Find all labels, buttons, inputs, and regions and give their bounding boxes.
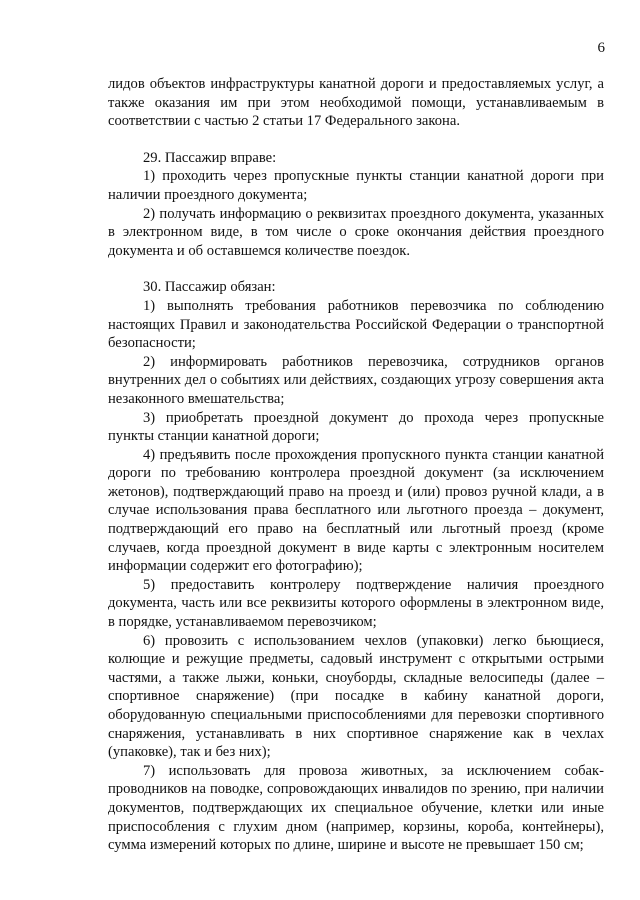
clause-30-item-6: 6) провозить с использованием чехлов (упаковки) легко бьющиеся, колющие и режущие предметы, садовый инструмент с открытыми острыми частями, а также лыжи, коньки, сноуборды, складные велосипеды (далее – спортивное снаряжение) (при посадке в кабину канатной дороги, оборудованную специальными приспособлениями для перевозки спортивного снаряжения, устанавливать в них спортивное снаряжение как в чехлах (упаковке), так и без них); xyxy=(108,632,604,761)
clause-30-item-5: 5) предоставить контролеру подтверждение наличия проездного документа, часть или все реквизиты которого оформлены в электронном виде, в порядке, устанавливаемом перевозчиком; xyxy=(108,576,604,631)
clause-30-item-3: 3) приобретать проездной документ до прохода через пропускные пункты станции канатной дороги; xyxy=(108,409,604,445)
clause-29-item-1: 1) проходить через пропускные пункты станции канатной дороги при наличии проездного документа; xyxy=(108,168,604,203)
document-body xyxy=(108,75,604,855)
clause-30-item-1: 1) выполнять требования работников перевозчика по соблюдению настоящих Правил и законодательства Российской Федерации о транспортной безопасности; xyxy=(108,297,604,352)
clause-30-heading: 30. Пассажир обязан: xyxy=(143,279,276,296)
clause-30-item-2: 2) информировать работников перевозчика, сотрудников органов внутренних дел о событиях или действиях, создающих угрозу совершения акта незаконного вмешательства; xyxy=(108,353,604,407)
paragraph-continuation: лидов объектов инфраструктуры канатной дороги и предоставляемых услуг, а также оказания им при этом необходимой помощи, устанавливаемым в соответствии с частью 2 статьи 17 Федерального закона. xyxy=(108,76,604,130)
clause-30-item-4: 4) предъявить после прохождения пропускного пункта станции канатной дороги по требованию контролера проездной документ (за исключением жетонов), подтверждающий право на проезд и (или) провоз ручной клади, а в случае использования права бесплатного или льготного проезда – документ, подтверждающий его право на бесплатный или льготный проезд (кроме случаев, когда проездной документ в виде карты с электронным носителем информации содержит его фотографию); xyxy=(108,446,604,575)
page-number: 6 xyxy=(597,40,605,56)
clause-30-item-7: 7) использовать для провоза животных, за исключением собак-проводников на поводке, сопровождающих инвалидов по зрению, при наличии документов, подтверждающих их специальное обучение, клетки или иные приспособления с глухим дном (например, корзины, короба, контейнеры), сумма измерений которых по длине, ширине и высоте не превышает 150 см; xyxy=(108,762,604,854)
clause-29-heading: 29. Пассажир вправе: xyxy=(143,149,277,166)
clause-29-item-2: 2) получать информацию о реквизитах проездного документа, указанных в электронном виде, в том числе о сроке окончания действия проездного документа и об оставшемся количестве поездок. xyxy=(108,205,604,259)
